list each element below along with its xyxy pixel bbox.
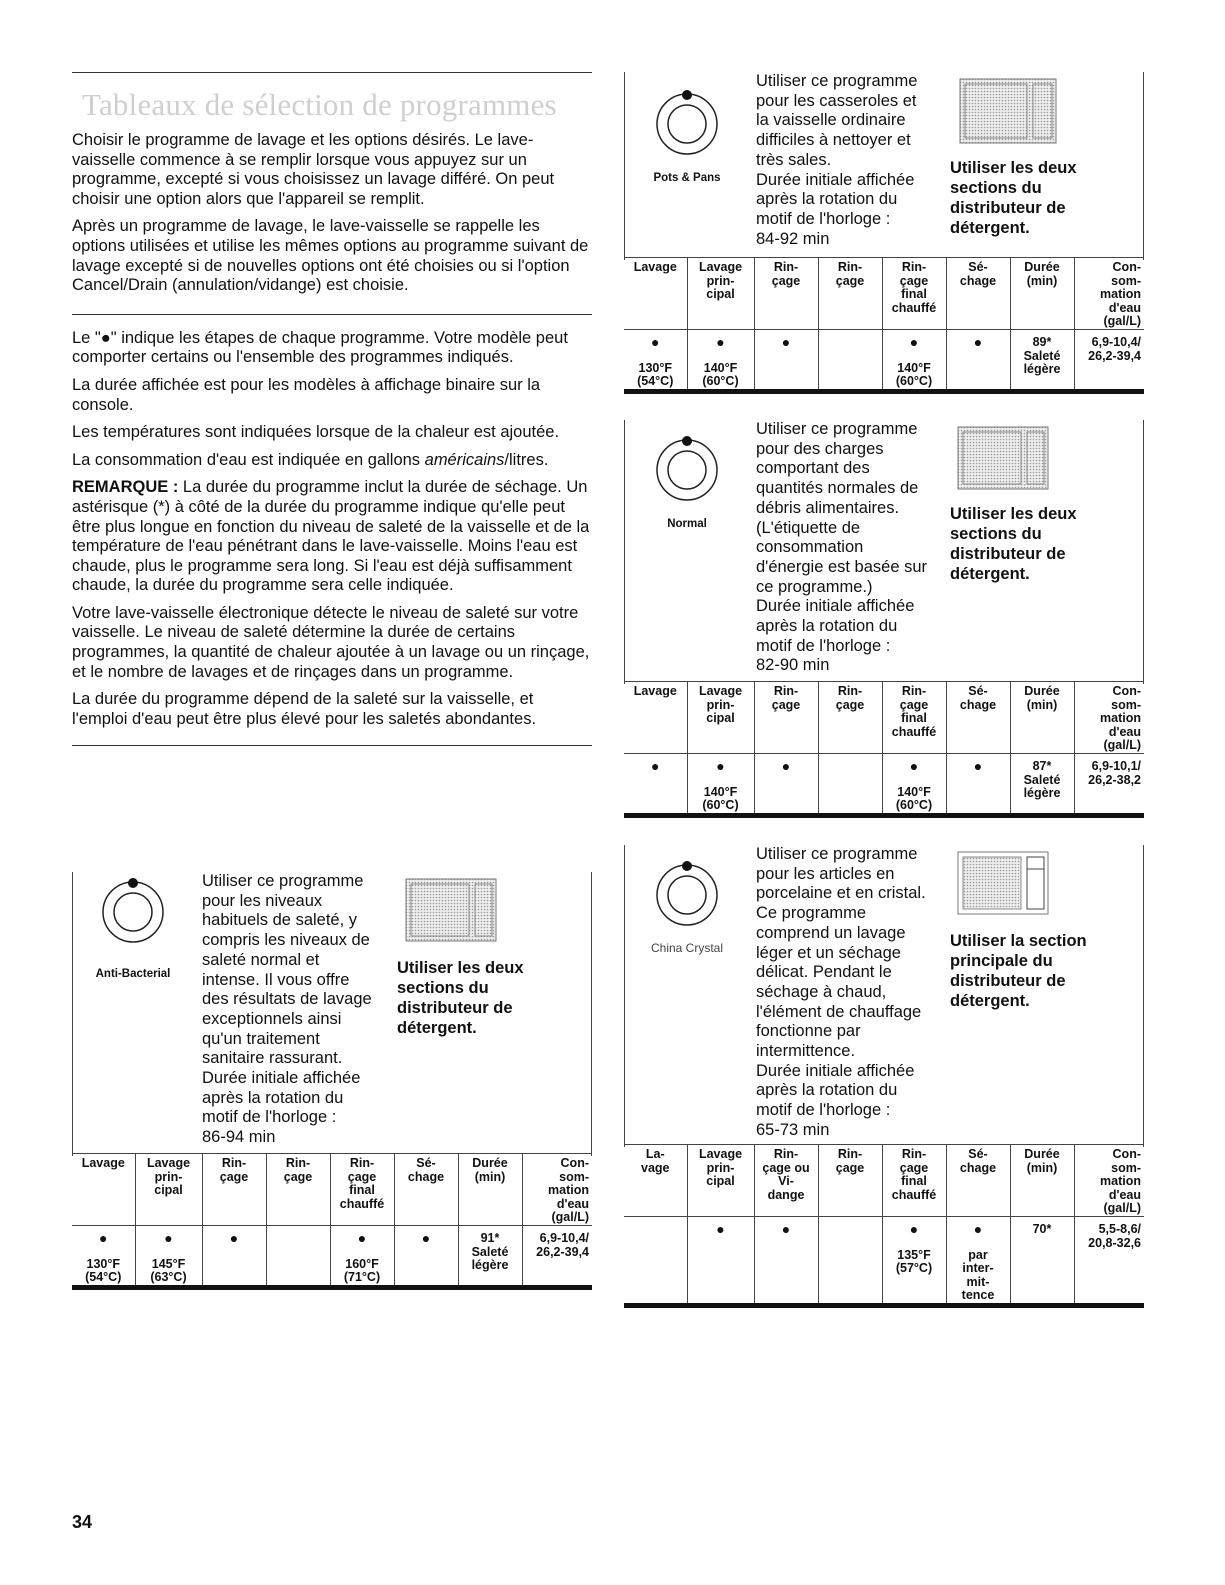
header-rincage-vidange: Rin- çage ou Vi- dange bbox=[754, 1145, 818, 1217]
program-steps-table bbox=[624, 681, 1144, 818]
program-panel-anti-bacterial bbox=[72, 872, 592, 1292]
note-bullet-legend: Le "●" indique les étapes de chaque programme. Votre modèle peut comporter certains ou l'ensemble des programmes indiqués. bbox=[72, 328, 568, 367]
header-duree: Durée (min) bbox=[1010, 258, 1074, 330]
cell-lavage: ● 130°F (54°C) bbox=[624, 330, 687, 392]
note-temperatures: Les températures sont indiquées lorsque de la chaleur est ajoutée. bbox=[72, 423, 560, 442]
cell-lavage-principal: ● 145°F (63°C) bbox=[135, 1226, 202, 1288]
cell-duree: 89* Saleté légère bbox=[1010, 330, 1074, 392]
cell-lavage bbox=[624, 754, 687, 816]
dispenser-instructions: Utiliser les deux sections du distributeur de détergent. bbox=[950, 505, 1077, 583]
cell-lavage: ● 130°F (54°C) bbox=[72, 1226, 135, 1288]
cell-lavage bbox=[624, 1217, 687, 1306]
cell-rincage-2 bbox=[818, 754, 882, 816]
program-steps-row bbox=[72, 1226, 592, 1288]
cell-sechage bbox=[946, 330, 1010, 392]
cell-duree: 70* bbox=[1010, 1217, 1074, 1306]
header-rincage: Rin- çage bbox=[202, 1154, 266, 1226]
header-lavage: La- vage bbox=[624, 1145, 687, 1217]
cell-duree: 91* Saleté légère bbox=[458, 1226, 522, 1288]
step-bullet-icon: ● bbox=[973, 334, 983, 350]
header-consommation: Con- som- mation d'eau (gal/L) bbox=[1074, 1145, 1144, 1217]
header-duree: Durée (min) bbox=[1010, 1145, 1074, 1217]
step-bullet-icon: ● bbox=[973, 1221, 983, 1237]
header-rincage-final: Rin- çage final chauffé bbox=[330, 1154, 394, 1226]
dispenser-both-sections-icon bbox=[957, 426, 1049, 490]
step-bullet-icon: ● bbox=[99, 1230, 108, 1246]
header-rincage: Rin- çage bbox=[266, 1154, 330, 1226]
header-rincage: Rin- çage bbox=[818, 682, 882, 754]
step-bullet-icon: ● bbox=[421, 1230, 431, 1246]
header-consommation: Con- som- mation d'eau (gal/L) bbox=[1074, 682, 1144, 754]
cell-rincage bbox=[754, 754, 818, 816]
dial-icon bbox=[652, 857, 722, 927]
cell-sechage bbox=[946, 754, 1010, 816]
cell-rincage-final: ● 160°F (71°C) bbox=[330, 1226, 394, 1288]
dispenser-both-sections-icon bbox=[405, 878, 497, 942]
header-sechage: Sé- chage bbox=[946, 682, 1010, 754]
note-water-usage bbox=[72, 451, 592, 471]
step-bullet-icon: ● bbox=[716, 1221, 725, 1237]
dial-icon bbox=[98, 874, 168, 944]
note-remark bbox=[72, 478, 592, 596]
step-bullet-icon: ● bbox=[164, 1230, 173, 1246]
header-lavage-principal: Lavage prin- cipal bbox=[135, 1154, 202, 1226]
note-water-text: La consommation d'eau est indiquée en gallons bbox=[72, 450, 425, 469]
note-duration: La durée du programme dépend de la saleté sur la vaisselle, et l'emploi d'eau peut être plus élevé pour les saletés abondantes. bbox=[72, 690, 537, 728]
program-steps-table bbox=[624, 1144, 1144, 1308]
step-bullet-icon: ● bbox=[357, 1230, 367, 1246]
dial-icon bbox=[652, 86, 722, 156]
program-panel-pots-pans bbox=[624, 72, 1144, 388]
header-rincage: Rin- çage bbox=[754, 682, 818, 754]
intro-section bbox=[72, 72, 592, 746]
header-consommation: Con- som- mation d'eau (gal/L) bbox=[522, 1154, 592, 1226]
top-rule bbox=[72, 72, 592, 73]
program-name: China Crystal bbox=[650, 941, 724, 955]
cell-rincage bbox=[754, 330, 818, 392]
program-description: Utiliser ce programme pour les casseroles et la vaisselle ordinaire difficiles à nettoyer et très sales. Durée initiale affichée après la rotation du motif de l'horloge : 84-92 min bbox=[756, 72, 918, 248]
note-water-emphasis: américains bbox=[424, 450, 505, 469]
header-rincage: Rin- çage bbox=[754, 258, 818, 330]
header-consommation: Con- som- mation d'eau (gal/L) bbox=[1074, 258, 1144, 330]
cell-rincage bbox=[202, 1226, 266, 1288]
header-rincage-final: Rin- çage final chauffé bbox=[882, 682, 946, 754]
cell-sechage bbox=[394, 1226, 458, 1288]
remark-text: La durée du programme inclut la durée de séchage. Un astérisque (*) à côté de la durée du programme indique qu'elle peut être plus longue en fonction du niveau de saleté de la vaisselle et de la température de l'eau pénétrant dans le lave-vaisselle. Moins l'eau est chaude, plus le programme sera long. Si l'eau est déjà suffisamment chaude, la durée du programme sera celle indiquée. bbox=[72, 478, 590, 595]
remark-label: REMARQUE : bbox=[72, 478, 179, 497]
step-bullet-icon: ● bbox=[909, 334, 919, 350]
dispenser-instructions: Utiliser les deux sections du distributeur de détergent. bbox=[950, 159, 1077, 237]
page-title: Tableaux de sélection de programmes bbox=[82, 87, 557, 122]
program-name: Anti-Bacterial bbox=[95, 968, 171, 980]
program-description: Utiliser ce programme pour des charges comportant des quantités normales de débris alimentaires. (L'étiquette de consommation d'énergie est basée sur ce programme.) Durée initiale affichée après la rotation du motif de l'horloge : 82-90 min bbox=[756, 420, 928, 675]
header-lavage-principal: Lavage prin- cipal bbox=[687, 258, 754, 330]
cell-consommation: 6,9-10,4/ 26,2-39,4 bbox=[1074, 330, 1144, 392]
cell-rincage-final: ● 140°F (60°C) bbox=[882, 330, 946, 392]
program-steps-row bbox=[624, 1217, 1144, 1306]
bottom-rule bbox=[72, 745, 592, 746]
intro-paragraph-1: Choisir le programme de lavage et les options désirés. Le lave-vaisselle commence à se remplir lorsque vous appuyez sur un programme, excepté si vous choisissez un lavage différé. On peut choisir une option alors que l'appareil se remplit. bbox=[72, 131, 555, 208]
program-steps-row bbox=[624, 330, 1144, 392]
step-bullet-icon: ● bbox=[781, 1221, 791, 1237]
notes-section bbox=[72, 314, 592, 730]
program-name: Pots & Pans bbox=[653, 172, 721, 184]
step-bullet-icon: ● bbox=[651, 758, 660, 774]
header-rincage-final: Rin- çage final chauffé bbox=[882, 258, 946, 330]
program-steps-table bbox=[624, 257, 1144, 394]
step-bullet-icon: ● bbox=[716, 758, 725, 774]
cell-lavage-principal: ● 140°F (60°C) bbox=[687, 330, 754, 392]
step-bullet-icon: ● bbox=[909, 1221, 919, 1237]
header-lavage: Lavage bbox=[624, 258, 687, 330]
cell-lavage-principal bbox=[687, 1217, 754, 1306]
note-display-time: La durée affichée est pour les modèles à affichage binaire sur la console. bbox=[72, 375, 541, 414]
header-sechage: Sé- chage bbox=[394, 1154, 458, 1226]
cell-rincage-final: ● 140°F (60°C) bbox=[882, 754, 946, 816]
header-sechage: Sé- chage bbox=[946, 258, 1010, 330]
dispenser-main-section-icon bbox=[957, 851, 1049, 915]
step-bullet-icon: ● bbox=[909, 758, 919, 774]
header-lavage: Lavage bbox=[624, 682, 687, 754]
dispenser-instructions: Utiliser la section principale du distributeur de détergent. bbox=[950, 932, 1087, 1010]
header-lavage-principal: Lavage prin- cipal bbox=[687, 682, 754, 754]
step-bullet-icon: ● bbox=[781, 334, 791, 350]
cell-rincage bbox=[754, 1217, 818, 1306]
intro-paragraph-2: Après un programme de lavage, le lave-vaisselle se rappelle les options utilisées et utilise les mêmes options au programme suivant de lavage excepté si de nouvelles options ont été choisies ou si l'option Cancel/Drain (annulation/vidange) est choisie. bbox=[72, 217, 589, 295]
cell-rincage-2 bbox=[818, 1217, 882, 1306]
header-lavage: Lavage bbox=[72, 1154, 135, 1226]
program-panel-china-crystal bbox=[624, 845, 1144, 1315]
cell-rincage-2 bbox=[266, 1226, 330, 1288]
step-bullet-icon: ● bbox=[973, 758, 983, 774]
program-description: Utiliser ce programme pour les niveaux habituels de saleté, y compris les niveaux de saleté normal et intense. Il vous offre des résultats de lavage exceptionnels ainsi qu'un traitement sanitaire rassurant. Durée initiale affichée après la rotation du motif de l'horloge : 86-94 min bbox=[202, 872, 372, 1147]
cell-consommation: 5,5-8,6/ 20,8-32,6 bbox=[1074, 1217, 1144, 1306]
note-soil-sensor: Votre lave-vaisselle électronique détecte le niveau de saleté sur votre vaisselle. Le niveau de saleté détermine la durée de certains programmes, la quantité de chaleur ajoutée à un lavage ou un rinçage, et le nombre de lavages et de rinçages dans un programme. bbox=[72, 603, 590, 681]
cell-consommation: 6,9-10,4/ 26,2-39,4 bbox=[522, 1226, 592, 1288]
step-bullet-icon: ● bbox=[716, 334, 725, 350]
header-duree: Durée (min) bbox=[1010, 682, 1074, 754]
cell-duree: 87* Saleté légère bbox=[1010, 754, 1074, 816]
dial-icon bbox=[652, 432, 722, 502]
dispenser-instructions: Utiliser les deux sections du distributeur de détergent. bbox=[397, 959, 524, 1037]
program-steps-table bbox=[72, 1153, 592, 1290]
header-sechage: Sé- chage bbox=[946, 1145, 1010, 1217]
program-name: Normal bbox=[667, 518, 707, 530]
header-lavage-principal: Lavage prin- cipal bbox=[687, 1145, 754, 1217]
program-description: Utiliser ce programme pour les articles en porcelaine et en cristal. Ce programme comprend un lavage léger et un séchage délicat. Pendant le séchage à chaud, l'élément de chauffage fonctionne par intermittence. Durée initiale affichée après la rotation du motif de l'horloge : 65-73 min bbox=[756, 845, 926, 1139]
header-duree: Durée (min) bbox=[458, 1154, 522, 1226]
header-rincage-final: Rin- çage final chauffé bbox=[882, 1145, 946, 1217]
program-panel-normal bbox=[624, 420, 1144, 810]
cell-sechage: ● par inter- mit- tence bbox=[946, 1217, 1010, 1306]
step-bullet-icon: ● bbox=[651, 334, 660, 350]
step-bullet-icon: ● bbox=[229, 1230, 239, 1246]
header-rincage: Rin- çage bbox=[818, 1145, 882, 1217]
step-bullet-icon: ● bbox=[781, 758, 791, 774]
note-water-units: /litres. bbox=[504, 450, 549, 469]
dispenser-both-sections-icon bbox=[959, 78, 1057, 144]
cell-lavage-principal: ● 140°F (60°C) bbox=[687, 754, 754, 816]
cell-consommation: 6,9-10,1/ 26,2-38,2 bbox=[1074, 754, 1144, 816]
header-rincage: Rin- çage bbox=[818, 258, 882, 330]
cell-rincage-final: ● 135°F (57°C) bbox=[882, 1217, 946, 1306]
program-steps-row bbox=[624, 754, 1144, 816]
page-number: 34 bbox=[72, 1512, 93, 1532]
cell-rincage-2 bbox=[818, 330, 882, 392]
